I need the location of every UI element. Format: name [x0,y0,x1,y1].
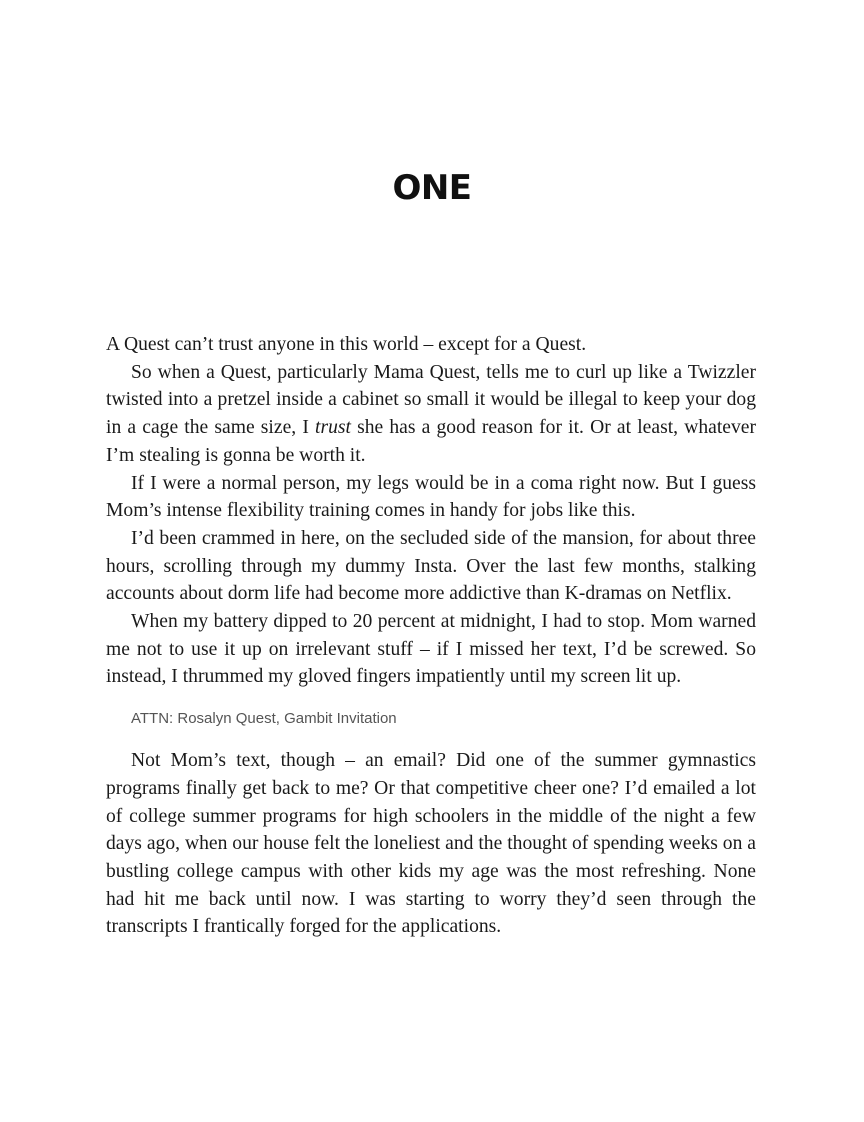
paragraph-5: When my battery dipped to 20 percent at midnight, I had to stop. Mom warned me not to use it up on irrelevant stuff – if I missed her text, I’d be screwed. So instead, I thrummed my gloved fingers impatiently until my screen lit up. [106,611,756,688]
paragraph-3: If I were a normal person, my legs would be in a coma right now. But I guess Mom’s intense flexibility training comes in handy for jobs like this. [106,472,756,522]
paragraph-6: Not Mom’s text, though – an email? Did one of the summer gymnastics programs finally get back to me? Or that competitive cheer one? I’d emailed a lot of college summer programs for high schoolers in the middle of the night a few days ago, when our house felt the loneliest and the thought of spending weeks on a bustling college campus with other kids my age was the most refreshing. None had hit me back until now. I was starting to worry they’d seen through the transcripts I frantically forged for the applications. [106,750,756,938]
chapter-title: ONE [392,168,472,208]
paragraph-2-post: she has a good reason for it. Or at least, whatever I’m stealing is gonna be worth it. [106,417,756,466]
emphasis-trust: trust [315,417,351,439]
email-subject-line: ATTN: Rosalyn Quest, Gambit Invitation [131,710,397,728]
paragraph-2-pre: So when a Quest, particularly Mama Quest, tells me to curl up like a Twizzler twisted into a pretzel inside a cabinet so small it would be illegal to keep your dog in a cage the same size, I [106,361,756,439]
paragraph-2 [106,359,756,470]
chapter-body [106,331,756,941]
paragraph-1: A Quest can’t trust anyone in this world – except for a Quest. [106,334,587,355]
paragraph-4: I’d been crammed in here, on the secluded side of the mansion, for about three hours, scrolling through my dummy Insta. Over the last few months, stalking accounts about dorm life had become more addictive than K-dramas on Netflix. [106,527,756,605]
